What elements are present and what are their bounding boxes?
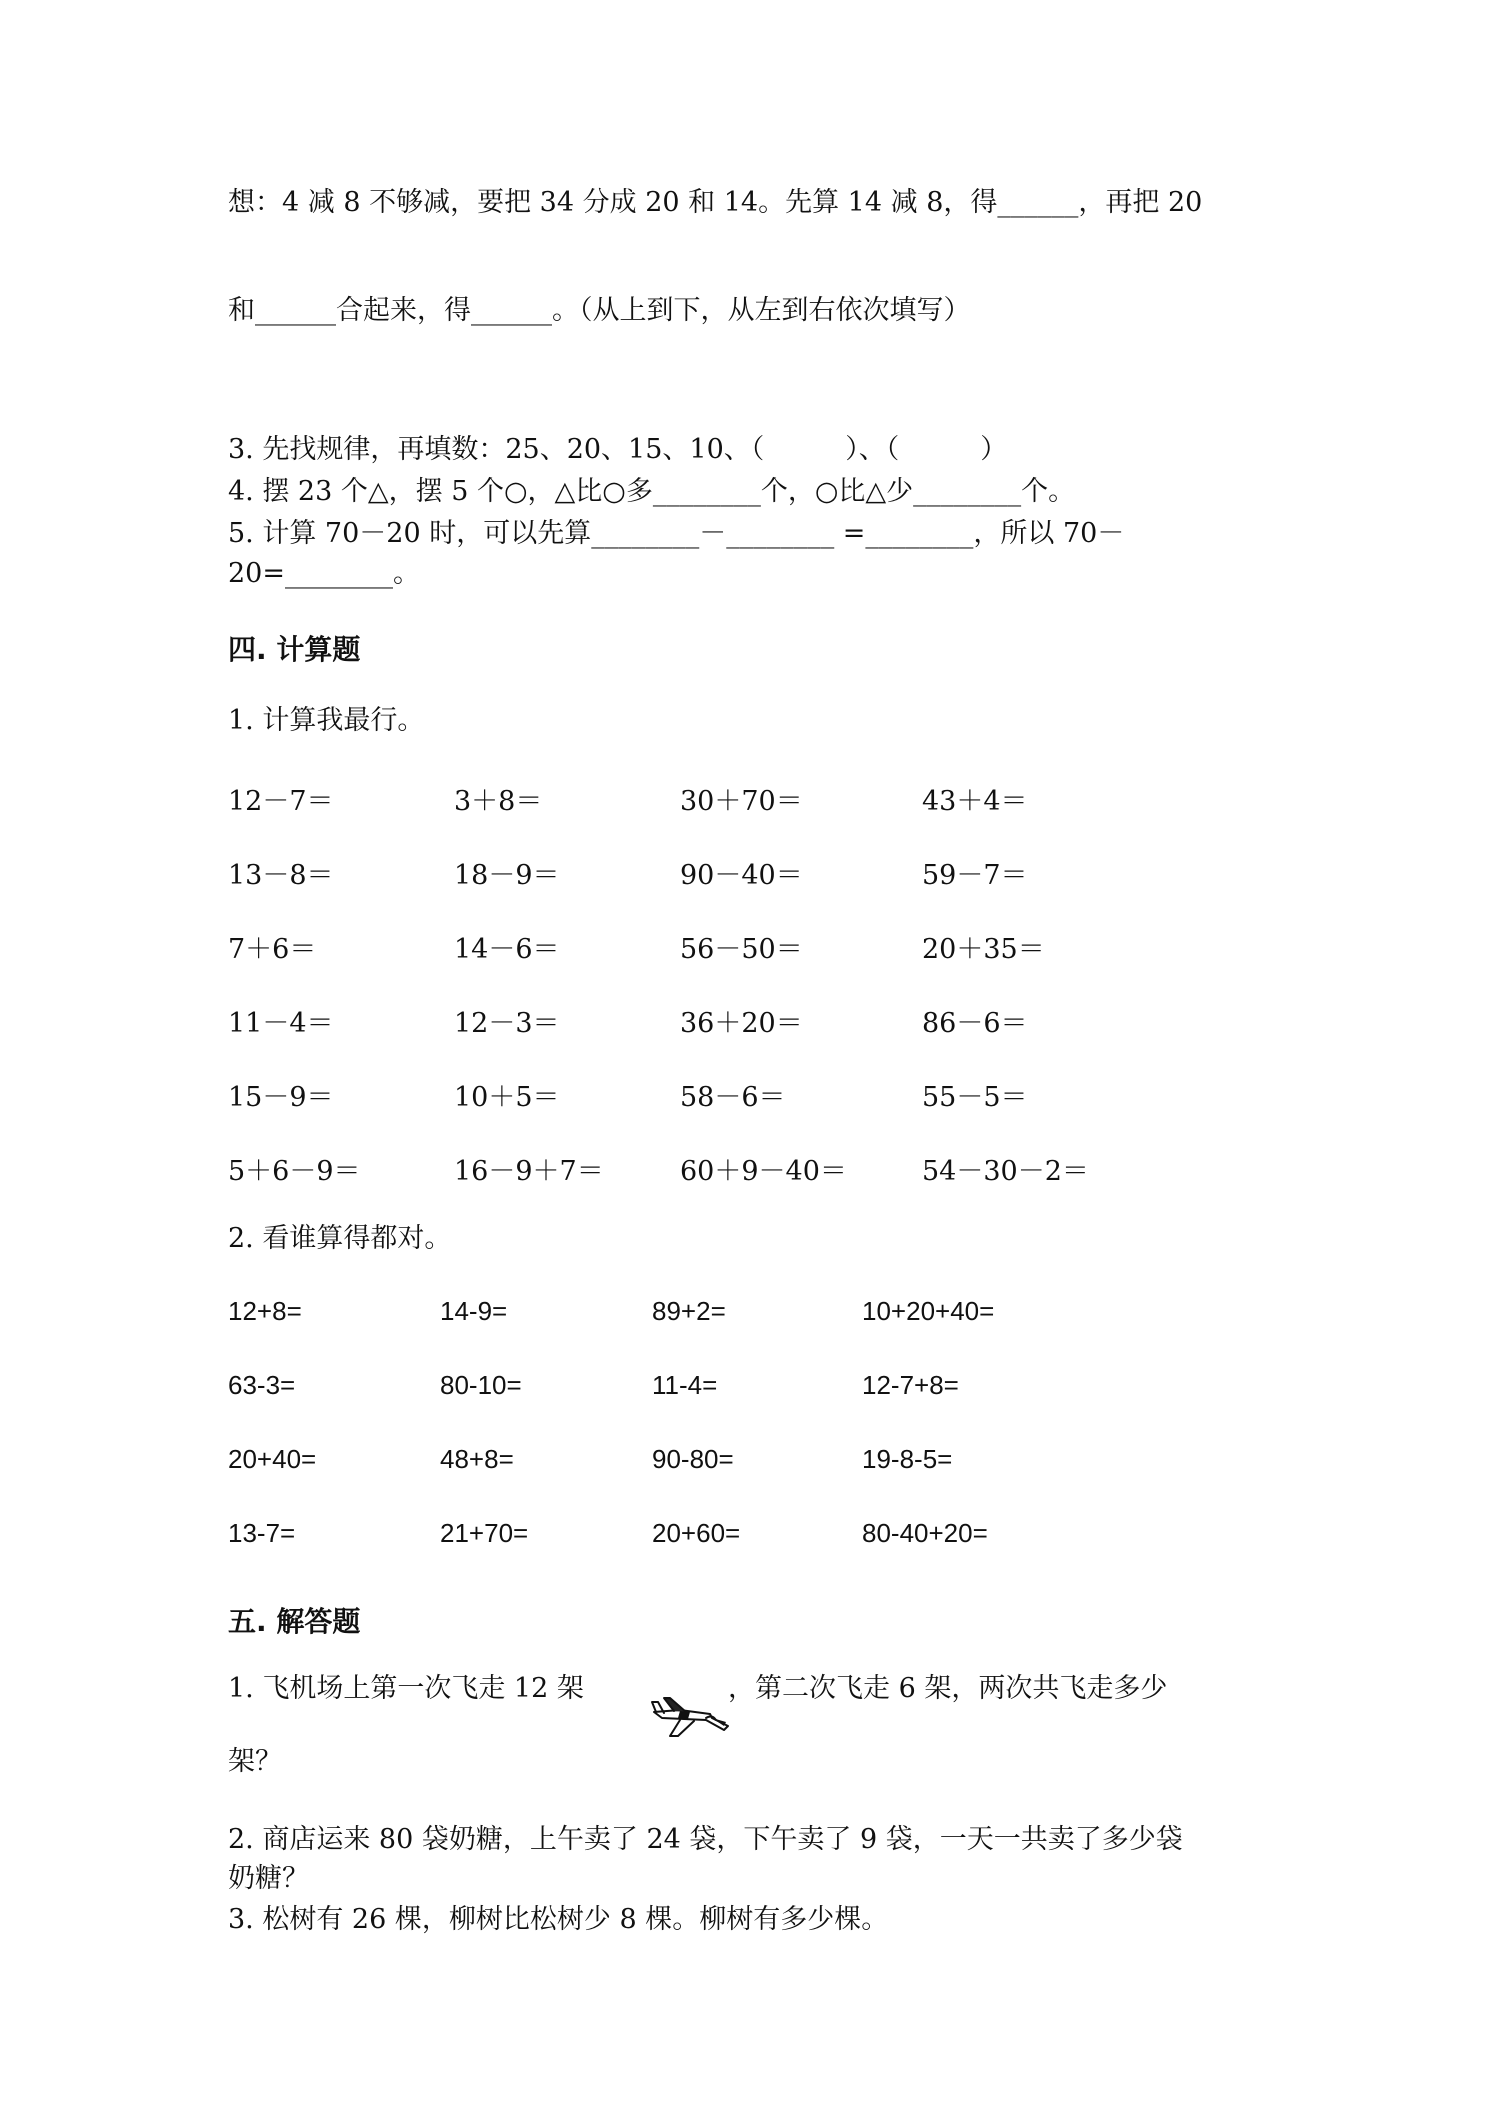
section4-q2-title: 2. 看谁算得都对。 (228, 1223, 452, 1254)
section4-heading: 四. 计算题 (228, 633, 361, 666)
calc-expression: 12-7+8= (862, 1370, 959, 1400)
calc-expression: 20+60= (652, 1518, 741, 1548)
calc-expression: 12－3＝ (454, 1008, 560, 1039)
fill-q2-line1: 想：4 减 8 不够减，要把 34 分成 20 和 14。先算 14 减 8，得______，再把 20 (228, 187, 1203, 218)
calc-expression: 43＋4＝ (922, 786, 1028, 817)
fill-q5-line1: 5. 计算 70－20 时，可以先算________－________ =________，所以 70－ (228, 518, 1125, 549)
calc-expression: 13-7= (228, 1518, 296, 1548)
calc-expression: 54－30－2＝ (922, 1156, 1089, 1187)
calc-expression: 19-8-5= (862, 1444, 953, 1474)
section5-q2-line1: 2. 商店运来 80 袋奶糖，上午卖了 24 袋，下午卖了 9 袋，一天一共卖了多少袋 (228, 1824, 1183, 1855)
calc-expression: 14－6＝ (454, 934, 560, 965)
calc-expression: 48+8= (440, 1444, 514, 1474)
calc-expression: 60＋9－40＝ (680, 1156, 847, 1187)
calc-expression: 13－8＝ (228, 860, 334, 891)
calc-row (228, 1149, 1328, 1187)
calc-expression: 30＋70＝ (680, 786, 803, 817)
section5-q1-part3: 架？ (228, 1746, 282, 1777)
calc-expression: 10+20+40= (862, 1296, 995, 1326)
section4-q1-title: 1. 计算我最行。 (228, 705, 425, 736)
calc-expression: 14-9= (440, 1296, 508, 1326)
fill-q4: 4. 摆 23 个△，摆 5 个○，△比○多________个，○比△少________个。 (228, 476, 1076, 507)
calc-row (228, 779, 1328, 817)
calc-expression: 90－40＝ (680, 860, 803, 891)
calc-row (228, 1296, 1328, 1330)
calc-row (228, 1370, 1328, 1404)
calc-row (228, 853, 1328, 891)
calc-expression: 5＋6－9＝ (228, 1156, 361, 1187)
calc-expression: 59－7＝ (922, 860, 1028, 891)
calc-expression: 58－6＝ (680, 1082, 786, 1113)
calc-expression: 80-10= (440, 1370, 522, 1400)
calc-expression: 11－4＝ (228, 1008, 334, 1039)
calc-expression: 18－9＝ (454, 860, 560, 891)
calc-expression: 11-4= (652, 1370, 718, 1400)
calc-expression: 3＋8＝ (454, 786, 543, 817)
calc-expression: 12－7＝ (228, 786, 334, 817)
calc-expression: 86－6＝ (922, 1008, 1028, 1039)
fill-q3: 3. 先找规律，再填数：25、20、15、10、（ ）、（ ） (228, 434, 1008, 465)
calc-row (228, 1518, 1328, 1552)
airplane-icon (650, 1690, 732, 1742)
calc-expression: 16－9＋7＝ (454, 1156, 604, 1187)
calc-expression: 12+8= (228, 1296, 302, 1326)
calc-expression: 20＋35＝ (922, 934, 1045, 965)
calc-row (228, 1001, 1328, 1039)
calc-expression: 90-80= (652, 1444, 734, 1474)
calc-row (228, 1444, 1328, 1478)
calc-expression: 10＋5＝ (454, 1082, 560, 1113)
section5-q1-part1: 1. 飞机场上第一次飞走 12 架 (228, 1673, 584, 1704)
section5-q1-part2: ，第二次飞走 6 架，两次共飞走多少 (728, 1673, 1168, 1704)
fill-q2-line2: 和______合起来，得______。（从上到下，从左到右依次填写） (228, 295, 971, 326)
calc-expression: 20+40= (228, 1444, 317, 1474)
section5-heading: 五. 解答题 (228, 1605, 361, 1638)
calc-expression: 56－50＝ (680, 934, 803, 965)
calc-expression: 15－9＝ (228, 1082, 334, 1113)
calc-expression: 55－5＝ (922, 1082, 1028, 1113)
calc-row (228, 1075, 1328, 1113)
section5-q2-line2: 奶糖？ (228, 1863, 309, 1894)
calc-expression: 21+70= (440, 1518, 529, 1548)
calc-expression: 63-3= (228, 1370, 296, 1400)
calc-expression: 89+2= (652, 1296, 726, 1326)
section5-q3: 3. 松树有 26 棵，柳树比松树少 8 棵。柳树有多少棵。 (228, 1904, 889, 1935)
calc-expression: 7＋6＝ (228, 934, 317, 965)
fill-q5-line2: 20=________。 (228, 558, 420, 589)
calc-row (228, 927, 1328, 965)
calc-expression: 36＋20＝ (680, 1008, 803, 1039)
calc-expression: 80-40+20= (862, 1518, 988, 1548)
